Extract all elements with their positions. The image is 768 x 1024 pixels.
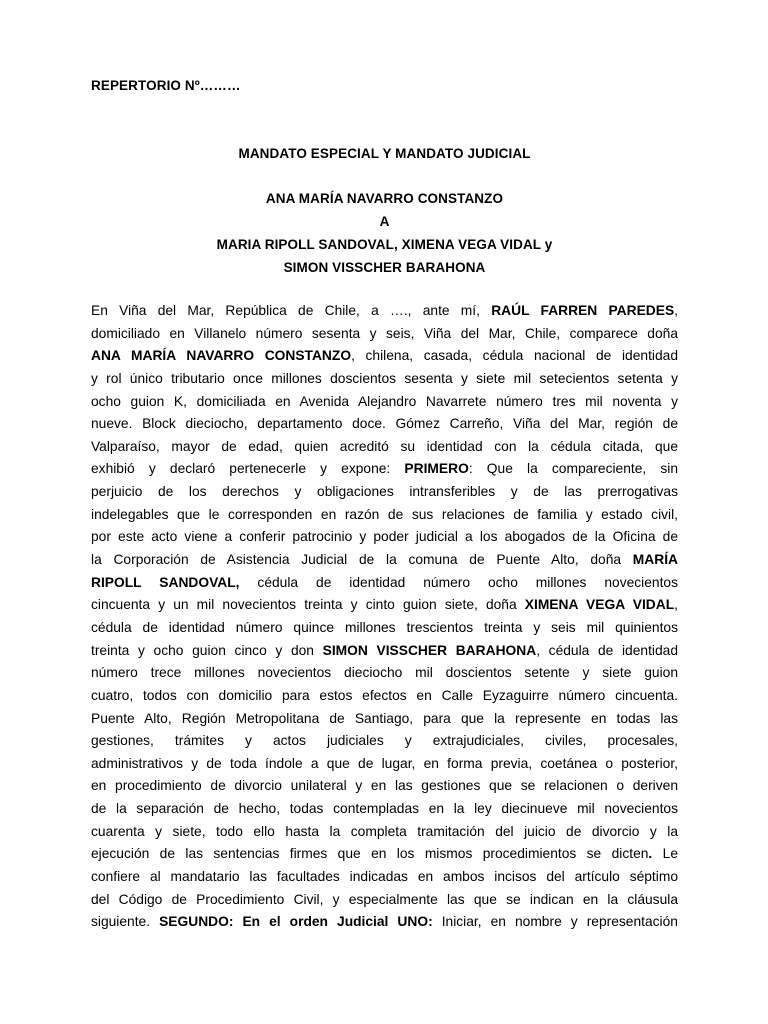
body-text-run: indelegables que le corresponden en razón de sus relaciones de familia y estado civil, (91, 506, 678, 522)
repertorio-heading: REPERTORIO Nº……… (91, 78, 241, 93)
body-text-run: del Código de Procedimiento Civil, y especialmente las que se indican en la cláusula (91, 891, 678, 907)
body-line (91, 866, 678, 889)
body-line (91, 594, 678, 617)
body-line (91, 368, 678, 391)
body-text-run: gestiones, trámites y actos judiciales y extrajudiciales, civiles, procesales, (91, 733, 678, 749)
body-line (91, 708, 678, 731)
body-line (91, 662, 678, 685)
body-line (91, 775, 678, 798)
body-bold-text: XIMENA VEGA VIDAL (524, 597, 675, 613)
body-text-run: cédula de identidad número ocho millones novecientos (239, 574, 678, 590)
body-text-run: administrativos y de toda índole a que de lugar, en forma previa, coetánea o posterior, (91, 755, 678, 771)
body-line (91, 300, 678, 323)
body-bold-text: SIMON VISSCHER BARAHONA (322, 642, 537, 658)
body-text-run: confiere al mandatario las facultades indicadas en ambos incisos del artículo séptimo (91, 869, 678, 885)
body-line (91, 436, 678, 459)
body-line (91, 685, 678, 708)
body-text-run: , (674, 303, 679, 318)
body-bold-text: PRIMERO (404, 461, 469, 477)
document-title: MANDATO ESPECIAL Y MANDATO JUDICIAL (238, 146, 531, 161)
body-line (91, 481, 678, 504)
body-text-run: Puente Alto, Región Metropolitana de Santiago, para que la represente en todas las (91, 710, 678, 726)
body-line (91, 504, 678, 527)
body-text-run: : Que la compareciente, sin (468, 461, 678, 477)
body-text-run: la Corporación de Asistencia Judicial de la comuna de Puente Alto, doña (91, 552, 633, 568)
body-text-run: domiciliado en Villanelo número sesenta y seis, Viña del Mar, Chile, comparece doña (91, 325, 678, 341)
body-text-run: En Viña del Mar, República de Chile, a …., ante mí, (91, 303, 492, 318)
body-line (91, 413, 678, 436)
body-text-run: y rol único tributario once millones doscientos sesenta y siete mil setecientos setenta y (91, 370, 678, 386)
party-to-line-1: MARIA RIPOLL SANDOVAL, XIMENA VEGA VIDAL y (216, 237, 553, 252)
body-line (91, 345, 678, 368)
body-text-run: cuarenta y siete, todo ello hasta la completa tramitación del juicio de divorcio y la (91, 823, 678, 839)
body-text-run: ejecución de las sentencias firmes que en los mismos procedimientos se dicten (91, 846, 649, 862)
body-paragraph (91, 300, 678, 934)
body-text-run: cincuenta y un mil novecientos treinta y cinto guion siete, doña (91, 597, 525, 613)
body-text-run: , chilena, casada, cédula nacional de identidad (351, 348, 678, 364)
body-bold-text: ANA MARÍA NAVARRO CONSTANZO (91, 348, 352, 364)
body-line (91, 798, 678, 821)
body-text-run: nueve. Block dieciocho, departamento doce. Gómez Carreño, Viña del Mar, región de (91, 416, 678, 432)
body-text-run: perjuicio de los derechos y obligaciones intransferibles y de las prerrogativas (91, 484, 678, 500)
body-text-run: en procedimiento de divorcio unilateral y en las gestiones que se relacionen o deriven (91, 778, 678, 794)
body-text-run: , cédula de identidad (536, 642, 678, 658)
body-text-run: cuatro, todos con domicilio para estos efectos en Calle Eyzaguirre número cincuenta. (91, 687, 678, 703)
connector: A (379, 214, 390, 229)
body-line (91, 753, 678, 776)
body-line (91, 572, 678, 595)
body-bold-text: . (648, 846, 653, 862)
body-text-run: treinta y ocho guion cinco y don (91, 642, 323, 658)
body-line (91, 323, 678, 346)
body-text-run: ocho guion K, domiciliada en Avenida Alejandro Navarrete número tres mil noventa y (91, 393, 678, 409)
body-line (91, 843, 678, 866)
body-text-run: cédula de identidad número quince millones trescientos treinta y seis mil quinientos (91, 619, 678, 635)
body-line (91, 617, 678, 640)
body-text-run: número trece millones novecientos dieciocho mil doscientos setente y siete guion (91, 665, 678, 681)
body-line (91, 549, 678, 572)
body-line (91, 640, 678, 663)
body-bold-text: RAÚL FARREN PAREDES (491, 303, 675, 318)
body-text-run: siguiente. (91, 914, 160, 930)
body-text-run: , (674, 597, 679, 613)
body-line (91, 526, 678, 549)
body-line (91, 730, 678, 753)
body-bold-text: MARÍA (632, 552, 678, 568)
body-text-run: Le (652, 846, 678, 862)
body-text-run: por este acto viene a conferir patrocinio y poder judicial a los abogados de la Oficina de (91, 529, 678, 545)
body-bold-text: SEGUNDO: En el orden Judicial UNO: (159, 914, 433, 930)
body-bold-text: RIPOLL SANDOVAL, (91, 574, 240, 590)
body-line (91, 821, 678, 844)
body-line (91, 458, 678, 481)
body-line (91, 911, 678, 934)
body-text-run: Iniciar, en nombre y representación (432, 914, 678, 930)
body-text-run: Valparaíso, mayor de edad, quien acreditó su identidad con la cédula citada, que (91, 438, 678, 454)
body-line (91, 391, 678, 414)
body-line (91, 889, 678, 912)
party-from: ANA MARÍA NAVARRO CONSTANZO (265, 191, 504, 206)
body-text-run: exhibió y declaró pertenecerle y expone: (91, 461, 405, 477)
body-text-run: de la separación de hecho, todas contempladas en la ley diecinueve mil novecientos (91, 801, 678, 817)
party-to-line-2: SIMON VISSCHER BARAHONA (283, 260, 486, 275)
